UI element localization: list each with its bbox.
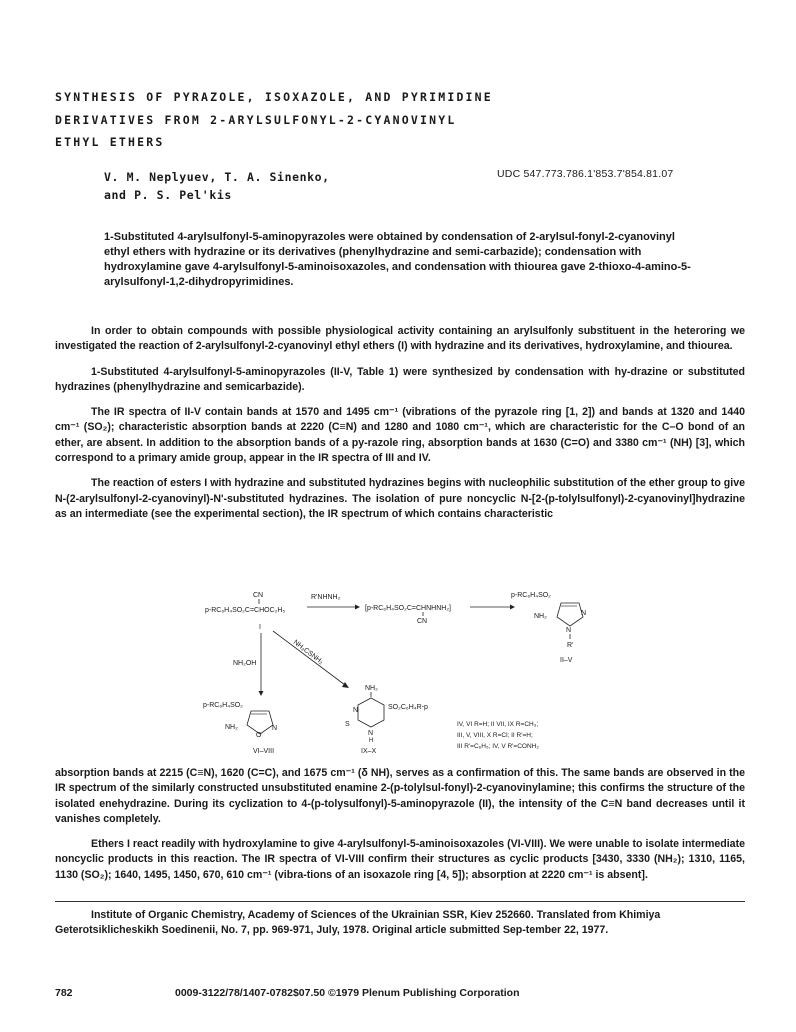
body-text-lower (55, 766, 745, 893)
scheme-legend-line-1: IV, VI R=H; II VII, IX R=CH₃; (457, 721, 539, 728)
isoxazole-amino-group: NH₂ (225, 724, 238, 731)
intermediate-formula: [p-RC₆H₄SO₂C=CHNHNH₂] (365, 605, 451, 612)
arrow-to-pyrimidine (273, 631, 345, 685)
footnote-divider (55, 901, 745, 902)
isoxazole-oxygen: O (256, 732, 262, 739)
pyrimidine-n3: N (353, 707, 359, 714)
title-line-3: ETHYL ETHERS (55, 135, 165, 149)
authors (104, 168, 330, 204)
isoxazole-substituent: p-RC₆H₄SO₂ (203, 702, 243, 709)
pyrazole-n1: N (566, 627, 572, 634)
label-pyrimidines: IX–X (361, 748, 377, 755)
label-pyrazoles: II–V (560, 657, 573, 664)
paragraph-5: absorption bands at 2215 (C≡N), 1620 (C=C), and 1675 cm⁻¹ (δ NH), serves as a confirmation of this. The same bands are observed in the IR spectrum of the similarly constructed unsubstituted enamine 2-(p-tolylsul-fonyl)-2-cyanovinylamine; this confirms the structure of the isolated enehydrazine. During its cyclization to 4-(p-tolysulfonyl)-5-aminopyrazole (II), the intensity of the C≡N band decreases until it vanishes completely. (55, 767, 745, 825)
paragraph-2: 1-Substituted 4-arylsulfonyl-5-aminopyrazoles (II-V, Table 1) were synthesized by condensation with hy-drazine or substituted hydrazines (phenylhydrazine and semicarbazide). (55, 365, 745, 393)
page-number: 782 (55, 987, 73, 999)
pyrimidine-sulfonyl-substituent: SO₂C₆H₄R-p (388, 704, 428, 711)
pyrazole-ring (557, 603, 583, 626)
abstract: 1-Substituted 4-arylsulfonyl-5-aminopyrazoles were obtained by condensation of 2-arylsul-fonyl-2-cyanovinyl ethyl ethers with hydrazine or its derivatives (phenylhydrazine and semi-carbazide); condensation with hydroxylamine gave 4-arylsulfonyl-5-aminoisoxazoles, and condensation with thiourea gave 2-thioxo-4-amino-5-arylsulfonyl-1,2-dihydropyrimidines. (104, 231, 691, 288)
paragraph-3: The IR spectra of II-V contain bands at 1570 and 1495 cm⁻¹ (vibrations of the pyrazole ring [1, 2]) and bands at 1320 and 1440 cm⁻¹ (SO₂); characteristic absorption bands at 2220 (C≡N) and 1280 and 1080 cm⁻¹, which are characteristic for the C–O bond of an ether, are absent. In addition to the absorption bands of a py-razole ring, absorption bands at 1630 (C=O) and 3380 cm⁻¹ (NH) [3], which correspond to a primary amide group, appear in the IR spectra of III and IV. (55, 406, 745, 465)
paragraph-6: Ethers I react readily with hydroxylamine to give 4-arylsulfonyl-5-aminoisoxazoles (VI-VIII). We were unable to isolate intermediate noncyclic products in this reaction. The IR spectra of VI-VIII confirm their structures as cyclic products [3430, 3330 (NH₂); 1310, 1165, 1130 (SO₂); 1640, 1495, 1450, 670, 610 cm⁻¹ (vibra-tions of an isoxazole ring [4, 5]); absorption at 2220 cm⁻¹ is absent]. (55, 838, 745, 881)
title-line-1: SYNTHESIS OF PYRAZOLE, ISOXAZOLE, AND PYRIMIDINE (55, 90, 493, 104)
copyright-line: 0009-3122/78/1407-0782$07.50 ©1979 Plenum Publishing Corporation (175, 987, 520, 999)
isoxazole-ring (247, 711, 273, 734)
reaction-scheme (195, 585, 655, 765)
scheme-legend-line-2: III, V, VIII, X R=Cl; II R'=H; (457, 732, 533, 739)
affiliation-note: Institute of Organic Chemistry, Academy of Sciences of the Ukrainian SSR, Kiev 252660. Translated from Khimiya Geterotsiklicheskikh Soedinenii, No. 7, pp. 969-971, July, 1978. Original article submitted Sep-tember 22, 1977. (55, 909, 661, 937)
hydroxylamine-reagent: NH₂OH (233, 660, 257, 667)
paragraph-4: The reaction of esters I with hydrazine and substituted hydrazines begins with nucleophilic substitution of the ether group to give N-(2-arylsulfonyl-2-cyanovinyl)-N'-substituted hydrazines. The isolation of pure noncyclic N-[2-(p-tolylsulfonyl)-2-cyanovinyl]hydrazine as an intermediate (see the experimental section), the IR spectrum of which contains characteristic (55, 477, 745, 520)
hydrazine-reagent: R'NHNH₂ (311, 594, 341, 601)
label-compound-I: I (259, 624, 261, 631)
paragraph-1: In order to obtain compounds with possible physiological activity containing an arylsulfonly substituent in the heteroring we investigated the reaction of 2-arylsulfonyl-2-cyanovinyl ethyl ethers (I) with hydrazine and its derivatives, hydroxylamine, and thiourea. (55, 325, 745, 353)
article-title (55, 86, 615, 154)
pyrimidine-amino-group: NH₂ (365, 685, 378, 692)
authors-line-1: V. M. Neplyuev, T. A. Sinenko, (104, 170, 330, 184)
isoxazole-nitrogen: N (272, 725, 278, 732)
pyrazole-n2: N (581, 610, 587, 617)
pyrimidine-ring (358, 698, 384, 727)
label-isoxazoles: VI–VIII (253, 748, 275, 755)
scheme-legend-line-3: III R'=C₆H₅; IV, V R'=CONH₂ (457, 743, 539, 750)
authors-line-2: and P. S. Pel'kis (104, 188, 232, 202)
udc-code: UDC 547.773.786.1'853.7'854.81.07 (497, 168, 674, 180)
pyrazole-amino-group: NH₂ (534, 613, 547, 620)
body-text-upper (55, 324, 745, 532)
pyrimidine-n1: N (368, 730, 374, 737)
pyrimidine-hydrogen: H (369, 738, 374, 744)
title-line-2: DERIVATIVES FROM 2-ARYLSULFONYL-2-CYANOVINYL (55, 112, 457, 127)
pyrazole-substituent: p-RC₆H₄SO₂ (511, 592, 551, 599)
pyrimidine-thioxo: S (345, 721, 350, 728)
start-cn-label: CN (253, 592, 264, 599)
pyrazole-r-prime: R' (567, 642, 574, 649)
intermediate-cn-label: CN (417, 618, 428, 625)
thiourea-reagent: NH₂CSNH₂ (291, 639, 325, 666)
start-formula: p-RC₆H₄SO₂C=CHOC₂H₅ (205, 607, 286, 614)
